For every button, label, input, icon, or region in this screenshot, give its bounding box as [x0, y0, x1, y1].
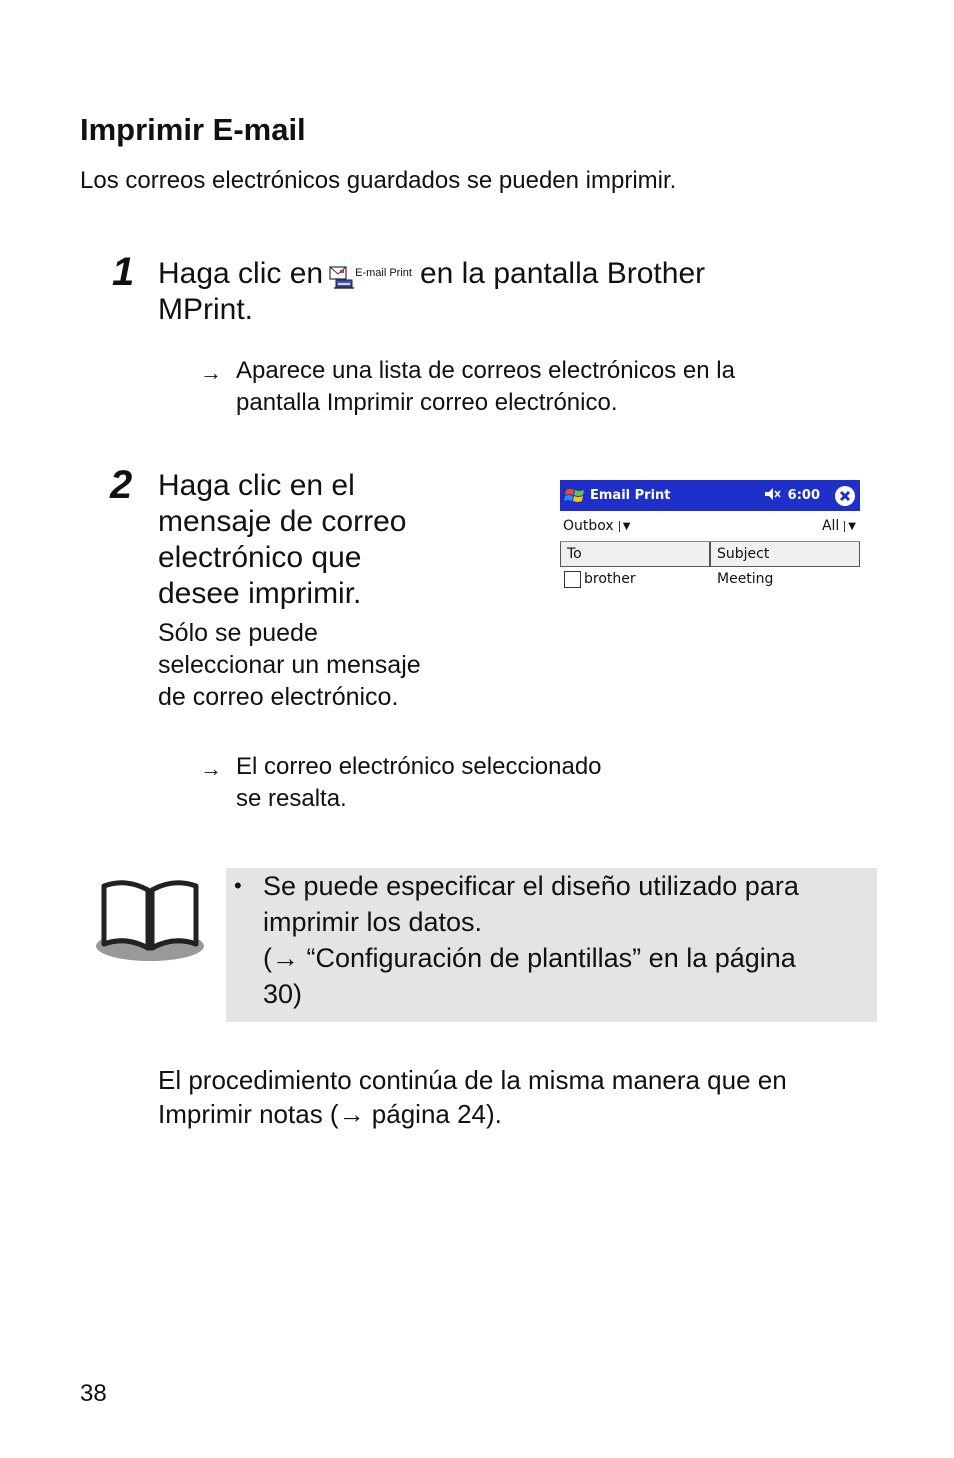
note-line1: Se puede especificar el diseño utilizado para	[263, 871, 799, 901]
closing-paragraph	[158, 1063, 898, 1131]
closing-line2: Imprimir notas (→ página 24).	[158, 1099, 502, 1129]
email-print-icon	[329, 255, 412, 291]
note-bullet: •	[234, 873, 242, 898]
step-2-arrow: →	[200, 756, 222, 781]
note-line4: 30)	[263, 979, 303, 1009]
closing-line1: El procedimiento continúa de la misma manera que en	[158, 1065, 787, 1095]
step-1-text-before: Haga clic en	[158, 257, 324, 290]
book-icon	[94, 876, 206, 969]
pda-toolbar	[560, 511, 860, 542]
row-subject: Meeting	[717, 571, 774, 587]
row-checkbox[interactable]	[564, 571, 581, 588]
step-1-result-line2: pantalla Imprimir correo electrónico.	[236, 389, 618, 416]
chevron-down-icon: ▼	[619, 521, 631, 532]
filter-dropdown[interactable]	[822, 518, 860, 534]
step-2-line4: desee imprimir.	[158, 577, 362, 610]
windows-flag-icon[interactable]	[560, 486, 590, 506]
step-2-line3: electrónico que	[158, 541, 362, 574]
page-number: 38	[80, 1380, 107, 1407]
email-print-icon-label: E-mail Print	[355, 267, 412, 280]
close-icon[interactable]	[834, 485, 856, 507]
step-1-text-after: en la pantalla Brother	[419, 257, 706, 290]
pda-screenshot	[560, 480, 860, 592]
table-row[interactable]	[560, 567, 860, 591]
step-2-line1: Haga clic en el	[158, 469, 355, 502]
step-2-number: 2	[110, 463, 133, 507]
section-title: Imprimir E-mail	[80, 112, 306, 147]
row-to: brother	[584, 571, 636, 587]
step-2-result-line2: se resalta.	[236, 785, 347, 812]
note-line3: (→ “Configuración de plantillas” en la página	[263, 943, 796, 973]
section-intro: Los correos electrónicos guardados se pueden imprimir.	[80, 167, 677, 194]
pda-time: 6:00	[787, 488, 820, 503]
column-header-to[interactable]: To	[561, 542, 711, 566]
pda-titlebar	[560, 480, 860, 511]
step-2-line2: mensaje de correo	[158, 505, 407, 538]
envelope-icon	[329, 263, 349, 283]
filter-dropdown-label: All	[821, 518, 840, 534]
step-1-text-line2: MPrint.	[158, 293, 254, 326]
folder-dropdown[interactable]	[560, 518, 630, 534]
step-1-arrow: →	[200, 360, 222, 385]
step-1-result-line1: Aparece una lista de correos electrónicos en la	[236, 357, 735, 384]
pda-title-text: Email Print	[590, 488, 671, 503]
step-2-note3: de correo electrónico.	[158, 683, 399, 711]
note-text	[263, 868, 863, 1012]
pda-list-header	[560, 542, 860, 567]
step-2-result-line1: El correo electrónico seleccionado	[236, 753, 602, 780]
chevron-down-icon: ▼	[844, 521, 856, 532]
step-1-number: 1	[112, 250, 135, 294]
step-2-note2: seleccionar un mensaje	[158, 651, 421, 679]
step-2-note1: Sólo se puede	[158, 619, 318, 647]
step-1-text	[158, 256, 705, 293]
folder-dropdown-label: Outbox	[563, 518, 614, 534]
speaker-icon[interactable]	[764, 487, 782, 505]
note-line2: imprimir los datos.	[263, 907, 483, 937]
column-header-subject[interactable]: Subject	[711, 542, 859, 566]
